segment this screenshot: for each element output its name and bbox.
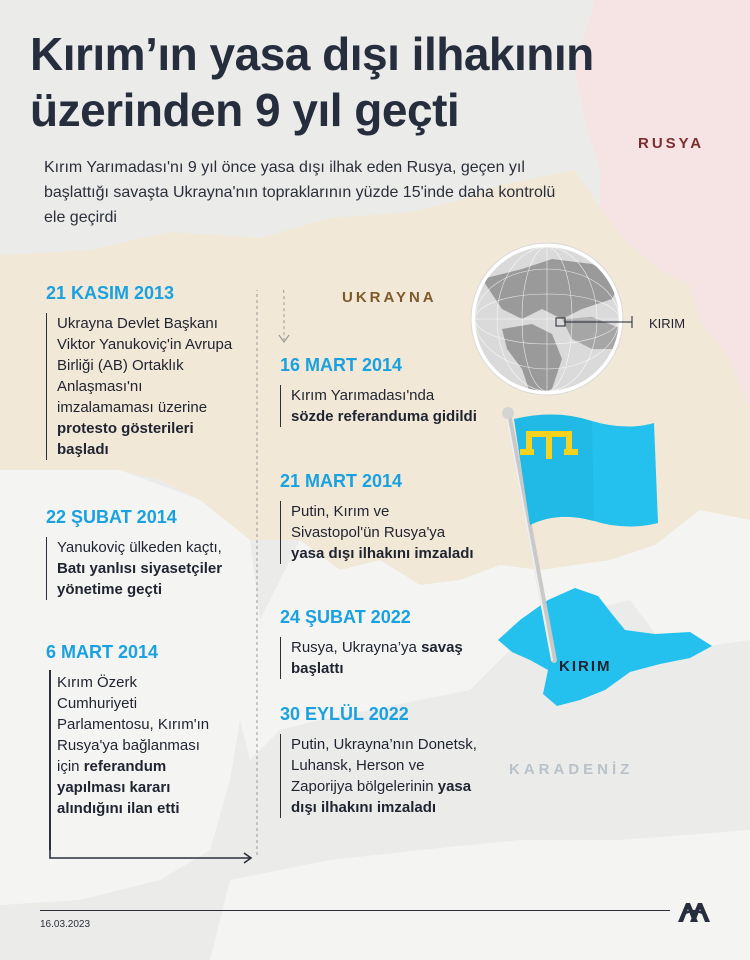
page-title: Kırım’ın yasa dışı ilhakının üzerinden 9 yıl geçti xyxy=(30,28,594,136)
footer-divider xyxy=(40,910,670,911)
crimean-tatar-flag-icon xyxy=(496,405,666,665)
timeline-date-3: 6 MART 2014 xyxy=(46,642,159,662)
timeline-event-7: Putin, Ukrayna’nın Donetsk, Luhansk, Herson ve Zaporijya bölgelerinin yasa dışı ilhakını imzaladı xyxy=(280,734,480,818)
timeline-event-4: Kırım Yarımadası'nda sözde referanduma gidildi xyxy=(280,385,480,427)
aa-logo-icon xyxy=(676,901,712,923)
ukraine-label: UKRAYNA xyxy=(342,289,437,306)
timeline-date-7: 30 EYLÜL 2022 xyxy=(280,704,409,724)
timeline-event-5: Putin, Kırım ve Sivastopol'ün Rusya'ya yasa dışı ilhakını imzaladı xyxy=(280,501,480,564)
timeline-event-1: Ukrayna Devlet Başkanı Viktor Yanukoviç'in Avrupa Birliği (AB) Ortaklık Anlaşması'nı imzalamaması üzerine protesto gösterileri başladı xyxy=(46,313,236,460)
footer-date: 16.03.2023 xyxy=(40,919,91,930)
globe-icon xyxy=(462,239,652,399)
black-sea-label: KARADENİZ xyxy=(509,761,634,778)
page-subtitle: Kırım Yarımadası'nı 9 yıl önce yasa dışı ilhak eden Rusya, geçen yıl başlattığı savaşta Ukrayna'nın topraklarının yüzde 15'inde daha kontrolü ele geçirdi xyxy=(44,159,556,226)
timeline-event-6: Rusya, Ukrayna’ya savaş başlattı xyxy=(280,637,480,679)
timeline-date-4: 16 MART 2014 xyxy=(280,355,403,375)
timeline-event-2: Yanukoviç ülkeden kaçtı, Batı yanlısı siyasetçiler yönetime geçti xyxy=(46,537,236,600)
russia-label: RUSYA xyxy=(638,135,705,152)
timeline-line-3 xyxy=(49,670,51,850)
globe-crimea-label: KIRIM xyxy=(649,316,686,331)
timeline-date-1: 21 KASIM 2013 xyxy=(46,283,175,303)
crimea-map-label: KIRIM xyxy=(559,658,612,675)
timeline-date-5: 21 MART 2014 xyxy=(280,471,403,491)
timeline-date-2: 22 ŞUBAT 2014 xyxy=(46,507,177,527)
timeline-event-3: Kırım Özerk Cumhuriyeti Parlamentosu, Kırım'ın Rusya'ya bağlanması için referandum yapılması kararı alındığını ilan etti xyxy=(57,674,210,817)
timeline-date-6: 24 ŞUBAT 2022 xyxy=(280,607,411,627)
